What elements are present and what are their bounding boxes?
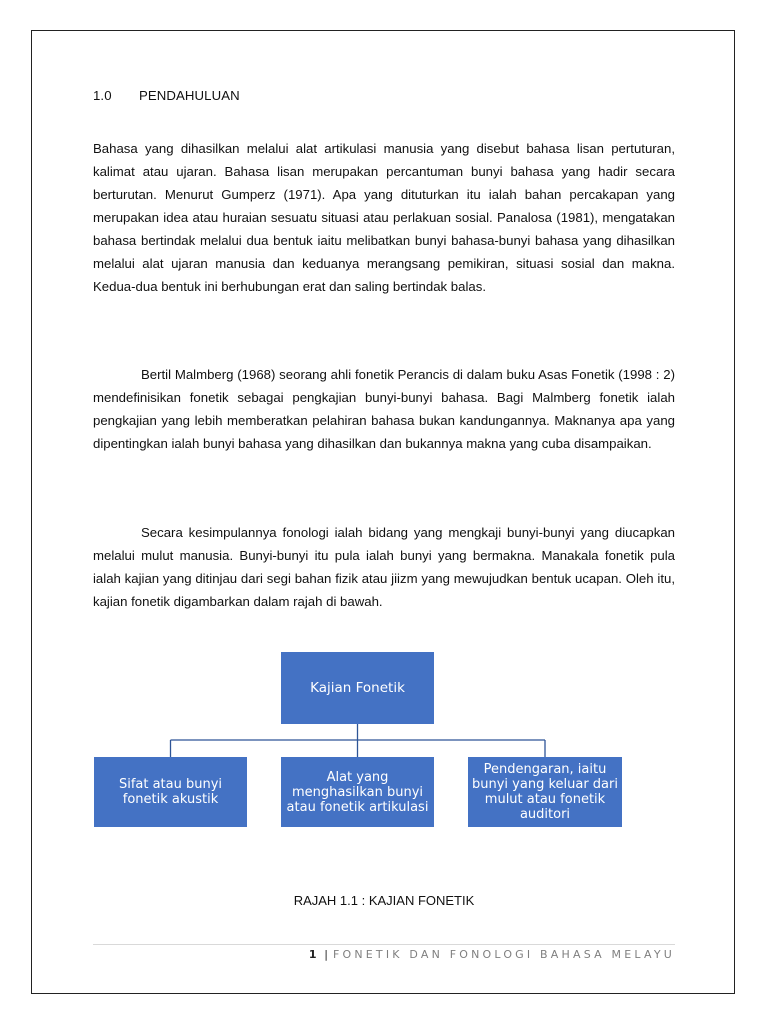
footer-page-number: 1 xyxy=(308,948,318,961)
paragraph-intro: Bahasa yang dihasilkan melalui alat artikulasi manusia yang disebut bahasa lisan pertuturan, kalimat atau ujaran. Bahasa lisan merupakan percantuman bunyi bahasa yang hadir secara berturutan. Menurut Gumperz (1971). Apa yang dituturkan itu ialah bahan percakapan yang merupakan idea atau huraian sesuatu situasi atau perlakuan sosial. Panalosa (1981), mengatakan bahasa bertindak melalui dua bentuk iaitu melibatkan bunyi bahasa-bunyi bahasa yang dihasilkan melalui alat ujaran manusia dan keduanya merangsang pemikiran, situasi sosial dan makna. Kedua-dua bentuk ini berhubungan erat dan saling bertindak balas. xyxy=(93,141,675,294)
page-footer xyxy=(309,948,675,961)
diagram-root-box: Kajian Fonetik xyxy=(281,652,434,724)
section-number: 1.0 xyxy=(93,88,112,103)
figure-caption: RAJAH 1.1 : KAJIAN FONETIK xyxy=(293,893,475,908)
footer-separator: | xyxy=(324,948,329,961)
footer-divider xyxy=(93,944,675,945)
footer-title: FONETIK DAN FONOLOGI BAHASA MELAYU xyxy=(332,948,675,961)
diagram-box-auditori: Pendengaran, iaitu bunyi yang keluar dari mulut atau fonetik auditori xyxy=(468,757,622,827)
paragraph-malmberg: Bertil Malmberg (1968) seorang ahli fonetik Perancis di dalam buku Asas Fonetik (1998 : 2) mendefinisikan fonetik sebagai pengkajian bunyi-bunyi bahasa. Bagi Malmberg fonetik ialah pengkajian yang lebih memberatkan pelahiran bahasa bukan kandungannya. Maknanya apa yang dipentingkan ialah bunyi bahasa yang dihasilkan dan bukannya makna yang cuba disampaikan. xyxy=(93,367,675,451)
diagram-box-akustik: Sifat atau bunyi fonetik akustik xyxy=(94,757,247,827)
diagram-box-artikulasi: Alat yang menghasilkan bunyi atau fonetik artikulasi xyxy=(281,757,434,827)
paragraph-conclusion: Secara kesimpulannya fonologi ialah bidang yang mengkaji bunyi-bunyi yang diucapkan melalui mulut manusia. Bunyi-bunyi itu pula ialah bunyi yang bermakna. Manakala fonetik pula ialah kajian yang ditinjau dari segi bahan fizik atau jiizm yang mewujudkan bentuk ucapan. Oleh itu, kajian fonetik digambarkan dalam rajah di bawah. xyxy=(93,525,675,609)
section-title: PENDAHULUAN xyxy=(139,88,240,103)
